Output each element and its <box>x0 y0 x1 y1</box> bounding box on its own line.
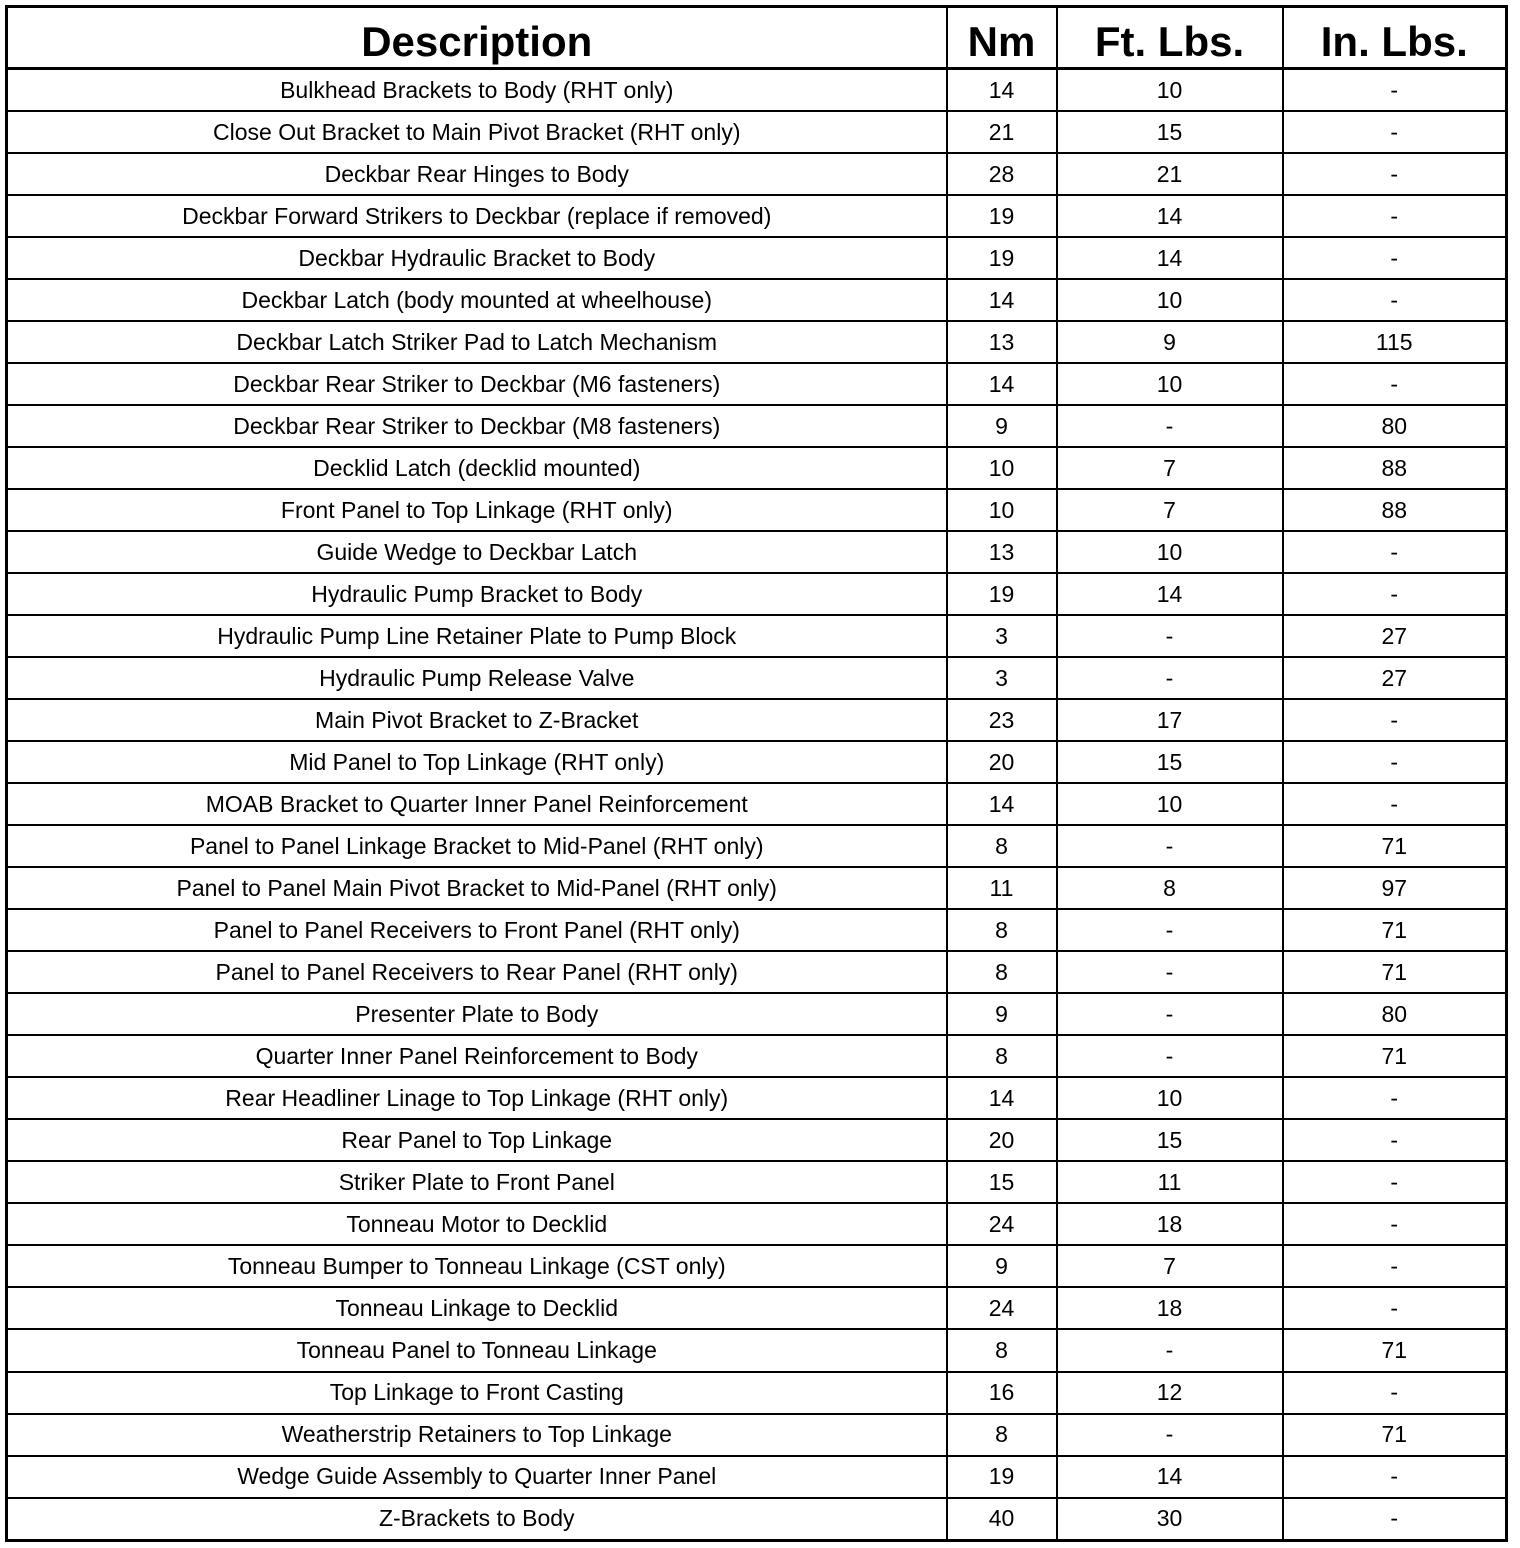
cell-description: Quarter Inner Panel Reinforcement to Body <box>7 1035 947 1077</box>
table-row <box>7 279 1507 321</box>
cell-in-lbs: 71 <box>1283 825 1507 867</box>
cell-nm: 23 <box>947 699 1057 741</box>
cell-description: Decklid Latch (decklid mounted) <box>7 447 947 489</box>
cell-nm: 20 <box>947 741 1057 783</box>
header-in-lbs: In. Lbs. <box>1283 7 1507 69</box>
cell-nm: 11 <box>947 867 1057 909</box>
table-row <box>7 1498 1507 1541</box>
cell-in-lbs: 88 <box>1283 447 1507 489</box>
cell-ft-lbs: - <box>1057 615 1283 657</box>
cell-description: Deckbar Rear Hinges to Body <box>7 153 947 195</box>
cell-ft-lbs: - <box>1057 1414 1283 1456</box>
table-row <box>7 741 1507 783</box>
cell-ft-lbs: 9 <box>1057 321 1283 363</box>
cell-description: Mid Panel to Top Linkage (RHT only) <box>7 741 947 783</box>
cell-nm: 21 <box>947 111 1057 153</box>
cell-ft-lbs: 7 <box>1057 447 1283 489</box>
cell-ft-lbs: 17 <box>1057 699 1283 741</box>
cell-nm: 10 <box>947 489 1057 531</box>
cell-nm: 9 <box>947 993 1057 1035</box>
cell-in-lbs: - <box>1283 1456 1507 1498</box>
cell-in-lbs: 71 <box>1283 909 1507 951</box>
header-nm: Nm <box>947 7 1057 69</box>
cell-ft-lbs: 18 <box>1057 1287 1283 1329</box>
table-row <box>7 1329 1507 1371</box>
cell-ft-lbs: - <box>1057 657 1283 699</box>
cell-ft-lbs: 14 <box>1057 195 1283 237</box>
cell-in-lbs: - <box>1283 1077 1507 1119</box>
cell-description: Panel to Panel Main Pivot Bracket to Mid-Panel (RHT only) <box>7 867 947 909</box>
table-row <box>7 573 1507 615</box>
cell-in-lbs: 80 <box>1283 993 1507 1035</box>
table-row <box>7 993 1507 1035</box>
table-row <box>7 1287 1507 1329</box>
table-row <box>7 153 1507 195</box>
cell-ft-lbs: 8 <box>1057 867 1283 909</box>
cell-nm: 3 <box>947 657 1057 699</box>
cell-nm: 19 <box>947 1456 1057 1498</box>
cell-nm: 13 <box>947 531 1057 573</box>
cell-in-lbs: - <box>1283 1372 1507 1414</box>
cell-description: Deckbar Forward Strikers to Deckbar (replace if removed) <box>7 195 947 237</box>
cell-in-lbs: - <box>1283 1498 1507 1541</box>
cell-nm: 8 <box>947 1329 1057 1371</box>
cell-in-lbs: - <box>1283 111 1507 153</box>
cell-description: Hydraulic Pump Line Retainer Plate to Pump Block <box>7 615 947 657</box>
cell-description: Bulkhead Brackets to Body (RHT only) <box>7 69 947 112</box>
cell-description: MOAB Bracket to Quarter Inner Panel Reinforcement <box>7 783 947 825</box>
table-row <box>7 1372 1507 1414</box>
table-row <box>7 1245 1507 1287</box>
cell-ft-lbs: 11 <box>1057 1161 1283 1203</box>
cell-ft-lbs: - <box>1057 405 1283 447</box>
cell-in-lbs: - <box>1283 783 1507 825</box>
cell-in-lbs: - <box>1283 1119 1507 1161</box>
cell-ft-lbs: 10 <box>1057 531 1283 573</box>
cell-ft-lbs: 14 <box>1057 1456 1283 1498</box>
cell-nm: 14 <box>947 783 1057 825</box>
cell-description: Tonneau Linkage to Decklid <box>7 1287 947 1329</box>
table-row <box>7 1203 1507 1245</box>
cell-nm: 8 <box>947 1414 1057 1456</box>
cell-in-lbs: 27 <box>1283 657 1507 699</box>
cell-nm: 19 <box>947 195 1057 237</box>
table-row <box>7 783 1507 825</box>
cell-nm: 15 <box>947 1161 1057 1203</box>
cell-description: Top Linkage to Front Casting <box>7 1372 947 1414</box>
cell-nm: 14 <box>947 279 1057 321</box>
table-row <box>7 195 1507 237</box>
cell-nm: 24 <box>947 1287 1057 1329</box>
cell-ft-lbs: - <box>1057 909 1283 951</box>
cell-in-lbs: 97 <box>1283 867 1507 909</box>
cell-nm: 8 <box>947 951 1057 993</box>
table-row <box>7 363 1507 405</box>
cell-description: Deckbar Rear Striker to Deckbar (M8 fasteners) <box>7 405 947 447</box>
cell-in-lbs: - <box>1283 279 1507 321</box>
cell-ft-lbs: - <box>1057 993 1283 1035</box>
cell-in-lbs: 71 <box>1283 1414 1507 1456</box>
cell-nm: 8 <box>947 825 1057 867</box>
cell-ft-lbs: 15 <box>1057 111 1283 153</box>
cell-ft-lbs: 7 <box>1057 489 1283 531</box>
table-row <box>7 489 1507 531</box>
cell-in-lbs: 27 <box>1283 615 1507 657</box>
cell-description: Panel to Panel Receivers to Rear Panel (RHT only) <box>7 951 947 993</box>
cell-in-lbs: - <box>1283 237 1507 279</box>
cell-description: Rear Headliner Linage to Top Linkage (RHT only) <box>7 1077 947 1119</box>
table-row <box>7 531 1507 573</box>
cell-in-lbs: - <box>1283 741 1507 783</box>
cell-in-lbs: - <box>1283 699 1507 741</box>
table-row <box>7 909 1507 951</box>
cell-ft-lbs: 21 <box>1057 153 1283 195</box>
table-row <box>7 69 1507 112</box>
cell-in-lbs: - <box>1283 363 1507 405</box>
cell-nm: 24 <box>947 1203 1057 1245</box>
cell-nm: 14 <box>947 363 1057 405</box>
cell-in-lbs: - <box>1283 69 1507 112</box>
cell-nm: 14 <box>947 1077 1057 1119</box>
cell-ft-lbs: 15 <box>1057 741 1283 783</box>
cell-in-lbs: - <box>1283 195 1507 237</box>
cell-description: Deckbar Latch (body mounted at wheelhouse) <box>7 279 947 321</box>
cell-description: Weatherstrip Retainers to Top Linkage <box>7 1414 947 1456</box>
cell-description: Tonneau Panel to Tonneau Linkage <box>7 1329 947 1371</box>
cell-nm: 20 <box>947 1119 1057 1161</box>
cell-description: Wedge Guide Assembly to Quarter Inner Panel <box>7 1456 947 1498</box>
cell-nm: 13 <box>947 321 1057 363</box>
cell-nm: 19 <box>947 573 1057 615</box>
table-row <box>7 867 1507 909</box>
cell-nm: 8 <box>947 909 1057 951</box>
cell-in-lbs: - <box>1283 573 1507 615</box>
cell-in-lbs: 71 <box>1283 1035 1507 1077</box>
header-description: Description <box>7 7 947 69</box>
cell-in-lbs: - <box>1283 1287 1507 1329</box>
cell-description: Front Panel to Top Linkage (RHT only) <box>7 489 947 531</box>
cell-in-lbs: - <box>1283 153 1507 195</box>
cell-nm: 9 <box>947 405 1057 447</box>
cell-nm: 9 <box>947 1245 1057 1287</box>
cell-ft-lbs: 14 <box>1057 237 1283 279</box>
cell-in-lbs: - <box>1283 1161 1507 1203</box>
table-row <box>7 1119 1507 1161</box>
cell-ft-lbs: 14 <box>1057 573 1283 615</box>
cell-ft-lbs: 12 <box>1057 1372 1283 1414</box>
cell-ft-lbs: 10 <box>1057 783 1283 825</box>
cell-nm: 28 <box>947 153 1057 195</box>
cell-description: Z-Brackets to Body <box>7 1498 947 1541</box>
cell-ft-lbs: 18 <box>1057 1203 1283 1245</box>
table-row <box>7 615 1507 657</box>
cell-description: Panel to Panel Linkage Bracket to Mid-Panel (RHT only) <box>7 825 947 867</box>
cell-ft-lbs: 10 <box>1057 69 1283 112</box>
cell-description: Guide Wedge to Deckbar Latch <box>7 531 947 573</box>
cell-description: Deckbar Rear Striker to Deckbar (M6 fasteners) <box>7 363 947 405</box>
header-ft-lbs: Ft. Lbs. <box>1057 7 1283 69</box>
cell-ft-lbs: - <box>1057 1035 1283 1077</box>
table-row <box>7 1456 1507 1498</box>
cell-in-lbs: - <box>1283 1203 1507 1245</box>
cell-description: Hydraulic Pump Bracket to Body <box>7 573 947 615</box>
table-row <box>7 111 1507 153</box>
cell-nm: 40 <box>947 1498 1057 1541</box>
table-row <box>7 321 1507 363</box>
cell-description: Main Pivot Bracket to Z-Bracket <box>7 699 947 741</box>
table-row <box>7 1035 1507 1077</box>
cell-in-lbs: 71 <box>1283 1329 1507 1371</box>
cell-ft-lbs: 30 <box>1057 1498 1283 1541</box>
cell-nm: 8 <box>947 1035 1057 1077</box>
cell-nm: 10 <box>947 447 1057 489</box>
cell-ft-lbs: 7 <box>1057 1245 1283 1287</box>
cell-nm: 3 <box>947 615 1057 657</box>
header-row <box>7 7 1507 69</box>
cell-description: Deckbar Hydraulic Bracket to Body <box>7 237 947 279</box>
cell-description: Hydraulic Pump Release Valve <box>7 657 947 699</box>
cell-nm: 14 <box>947 69 1057 112</box>
table-row <box>7 237 1507 279</box>
cell-ft-lbs: - <box>1057 1329 1283 1371</box>
table-row <box>7 405 1507 447</box>
cell-in-lbs: 88 <box>1283 489 1507 531</box>
cell-description: Tonneau Bumper to Tonneau Linkage (CST only) <box>7 1245 947 1287</box>
table-row <box>7 825 1507 867</box>
table-row <box>7 951 1507 993</box>
table-row <box>7 1077 1507 1119</box>
cell-ft-lbs: - <box>1057 951 1283 993</box>
cell-ft-lbs: 15 <box>1057 1119 1283 1161</box>
cell-ft-lbs: 10 <box>1057 279 1283 321</box>
cell-nm: 19 <box>947 237 1057 279</box>
table-row <box>7 657 1507 699</box>
cell-nm: 16 <box>947 1372 1057 1414</box>
table-row <box>7 1161 1507 1203</box>
cell-description: Close Out Bracket to Main Pivot Bracket (RHT only) <box>7 111 947 153</box>
cell-description: Tonneau Motor to Decklid <box>7 1203 947 1245</box>
torque-specifications-table <box>5 5 1508 1542</box>
table-row <box>7 447 1507 489</box>
cell-in-lbs: 71 <box>1283 951 1507 993</box>
cell-description: Deckbar Latch Striker Pad to Latch Mechanism <box>7 321 947 363</box>
cell-in-lbs: 115 <box>1283 321 1507 363</box>
table-row <box>7 699 1507 741</box>
cell-in-lbs: - <box>1283 1245 1507 1287</box>
table-body <box>7 69 1507 1541</box>
cell-in-lbs: - <box>1283 531 1507 573</box>
cell-description: Panel to Panel Receivers to Front Panel (RHT only) <box>7 909 947 951</box>
cell-description: Rear Panel to Top Linkage <box>7 1119 947 1161</box>
cell-ft-lbs: 10 <box>1057 1077 1283 1119</box>
cell-ft-lbs: - <box>1057 825 1283 867</box>
cell-description: Striker Plate to Front Panel <box>7 1161 947 1203</box>
table-row <box>7 1414 1507 1456</box>
cell-in-lbs: 80 <box>1283 405 1507 447</box>
cell-ft-lbs: 10 <box>1057 363 1283 405</box>
cell-description: Presenter Plate to Body <box>7 993 947 1035</box>
